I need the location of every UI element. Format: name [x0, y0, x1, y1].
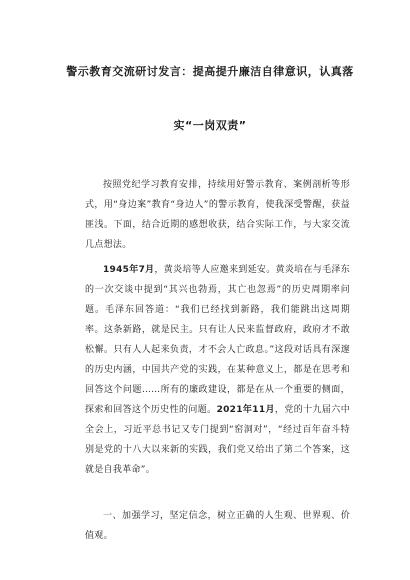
paragraph-history-text: [85, 260, 350, 480]
paragraph-intro: [85, 175, 350, 255]
paragraph-intro-text: 按照党纪学习教育安排，持续用好警示教育、案例剖析等形式，用“身边案”教育“身边人”的警示教育，使我深受警醒，获益匪浅。下面，结合近期的感想收获，结合实际工作，与大家交流几点想法。: [85, 180, 350, 250]
date-2021: 2021年11月: [216, 405, 275, 415]
history-text-part-1: ，黄炎培等人应邀来到延安。黄炎培在与毛泽东的一次交谈中提到“其兴也勃焉，其亡也忽焉”的历史周期率问题。毛泽东回答道：“我们已经找到新路，我们能跳出这周期率。这条新路，就是民主。只有让人民来监督政府，政府才不敢松懈。只有人人起来负责，才不会人亡政息。”这段对话具有深邃的历史内涵，中国共产党的实践，在某种意义上，都是在思考和回答这个问题……所有的廉政建设，都是在从一个重要的侧面，探索和回答这个历史性的问题。: [85, 265, 350, 415]
document-title-line-2: 实“一岗双责”: [173, 119, 247, 132]
paragraph-section-one: [85, 506, 350, 546]
section-one-heading: 一、加强学习，坚定信念，树立正确的人生观、世界观、价值观。: [85, 511, 350, 541]
history-text-part-2: ，党的十九届六中全会上，习近平总书记又专门提到“窑洞对”，“经过百年奋斗特别是党的十八大以来新的实践，我们党又给出了第二个答案，这就是自我革命”。: [85, 405, 350, 475]
document-title-line-1: 警示教育交流研讨发言：提高提升廉洁自律意识，认真落: [66, 65, 354, 78]
paragraph-history: [85, 260, 350, 480]
date-1945: 1945年7月: [103, 265, 155, 275]
